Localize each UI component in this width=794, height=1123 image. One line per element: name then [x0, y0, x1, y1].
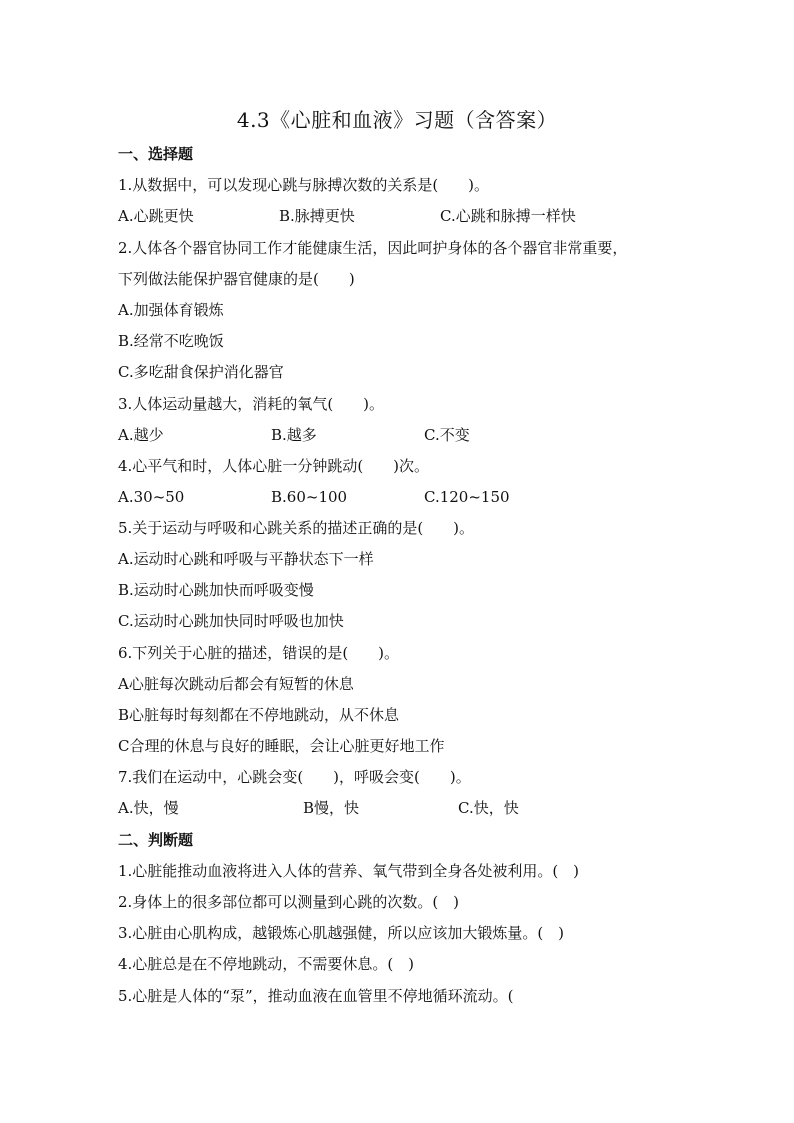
judgement-item-4: 4.心脏总是在不停地跳动，不需要休息。( ): [118, 955, 415, 973]
question-6-option-a: A心脏每次跳动后都会有短暂的休息: [118, 675, 354, 693]
question-5-option-a: A.运动时心跳和呼吸与平静状态下一样: [118, 550, 374, 568]
question-4-stem: 4.心平气和时，人体心脏一分钟跳动( )次。: [118, 457, 430, 475]
question-7-stem: 7.我们在运动中，心跳会变( )，呼吸会变( )。: [118, 768, 471, 786]
section-heading-judgement: 二、判断题: [118, 831, 194, 849]
question-5-option-c: C.运动时心跳加快同时呼吸也加快: [118, 612, 344, 630]
question-1-option-a: A.心跳更快: [118, 207, 194, 225]
question-7-option-c: C.快，快: [458, 799, 519, 817]
question-3-stem: 3.人体运动量越大，消耗的氧气( )。: [118, 395, 385, 413]
question-2-option-a: A.加强体育锻炼: [118, 301, 224, 319]
question-4-option-b: B.60~100: [271, 488, 348, 506]
question-1-option-b: B.脉搏更快: [279, 207, 355, 225]
question-3-option-b: B.越多: [271, 426, 317, 444]
question-1-option-c: C.心跳和脉搏一样快: [440, 207, 576, 225]
question-6-option-b: B心脏每时每刻都在不停地跳动，从不休息: [118, 706, 400, 724]
judgement-item-1: 1.心脏能推动血液将进入人体的营养、氧气带到全身各处被利用。( ): [118, 862, 580, 880]
question-2-stem-line-2: 下列做法能保护器官健康的是( ): [118, 270, 355, 288]
question-3-option-a: A.越少: [118, 426, 164, 444]
document-title: 4.3《心脏和血液》习题（含答案）: [236, 108, 558, 132]
question-6-stem: 6.下列关于心脏的描述，错误的是( )。: [118, 644, 400, 662]
judgement-item-2: 2.身体上的很多部位都可以测量到心跳的次数。( ): [118, 893, 460, 911]
question-3-option-c: C.不变: [424, 426, 470, 444]
question-6-option-c: C合理的休息与良好的睡眠，会让心脏更好地工作: [118, 737, 445, 755]
question-2-stem-line-1: 2.人体各个器官协同工作才能健康生活，因此呵护身体的各个器官非常重要，: [118, 239, 628, 257]
judgement-item-3: 3.心脏由心肌构成，越锻炼心肌越强健，所以应该加大锻炼量。( ): [118, 924, 565, 942]
section-heading-choice: 一、选择题: [118, 145, 194, 163]
question-2-option-c: C.多吃甜食保护消化器官: [118, 363, 284, 381]
question-1-stem: 1.从数据中，可以发现心跳与脉搏次数的关系是( )。: [118, 176, 490, 194]
question-4-option-c: C.120~150: [424, 488, 510, 506]
question-2-option-b: B.经常不吃晚饭: [118, 332, 224, 350]
question-7-option-b: B慢，快: [303, 799, 360, 817]
question-4-option-a: A.30~50: [118, 488, 185, 506]
question-5-option-b: B.运动时心跳加快而呼吸变慢: [118, 581, 314, 599]
judgement-item-5: 5.心脏是人体的“泵”，推动血液在血管里不停地循环流动。(: [118, 987, 514, 1005]
question-7-option-a: A.快，慢: [118, 799, 179, 817]
question-5-stem: 5.关于运动与呼吸和心跳关系的描述正确的是( )。: [118, 519, 475, 537]
